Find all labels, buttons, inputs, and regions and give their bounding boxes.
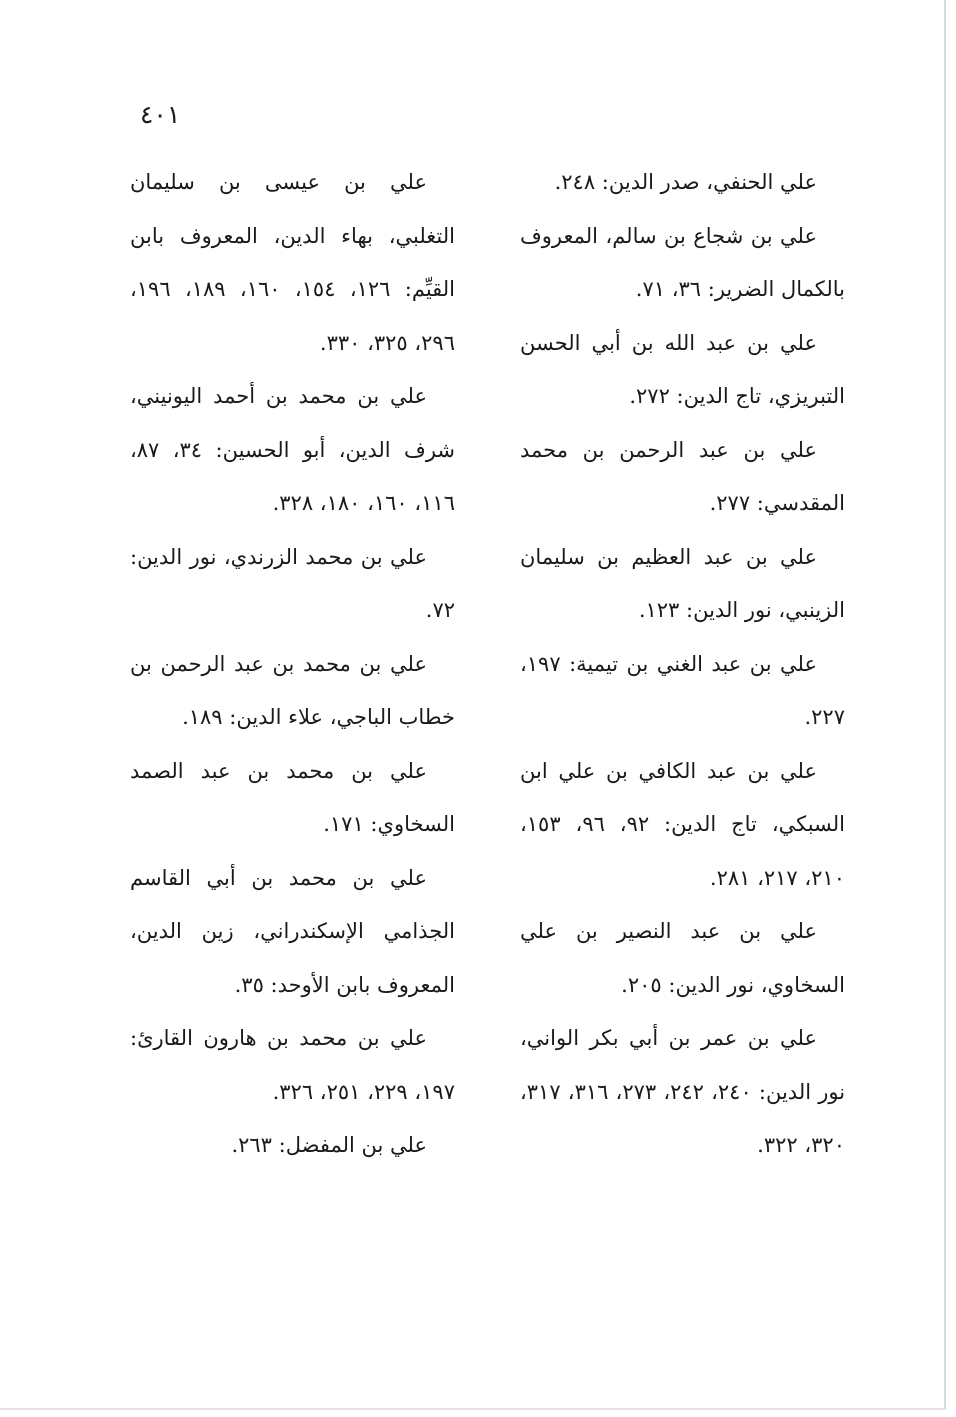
index-entry: علي بن المفضل: ٢٦٣. — [231, 1133, 427, 1157]
index-entry: علي بن عبد العظيم بن سليمان الزينبي، نور الدين: ١٢٣. — [520, 544, 845, 622]
index-entry: علي بن عبد النصير بن علي السخاوي، نور الدين: ٢٠٥. — [520, 919, 845, 997]
index-column-right — [520, 156, 845, 1173]
index-entry: علي بن محمد بن أبي القاسم الجذامي الإسكندراني، زين الدين، المعروف بابن الأوحد: ٣٥. — [130, 865, 455, 997]
index-entry: علي الحنفي، صدر الدين: ٢٤٨. — [554, 170, 817, 194]
index-entry: علي بن محمد بن أحمد اليونيني، شرف الدين، أبو الحسين: ٣٤، ٨٧، ١١٦، ١٦٠، ١٨٠، ٣٢٨. — [130, 384, 455, 515]
index-entry: علي بن محمد بن عبد الصمد السخاوي: ١٧١. — [130, 758, 455, 836]
index-column-left — [130, 156, 455, 1173]
index-entry: علي بن عيسى بن سليمان التغلبي، بهاء الدين، المعروف بابن القيِّم: ١٢٦، ١٥٤، ١٦٠، ١٨٩، ١٩٦، ٢٩٦، ٣٢٥، ٣٣٠. — [130, 170, 456, 355]
index-entry: علي بن عمر بن أبي بكر الواني، نور الدين: ٢٤٠، ٢٤٢، ٢٧٣، ٣١٦، ٣١٧، ٣٢٠، ٣٢٢. — [520, 1026, 846, 1157]
index-entry: علي بن محمد بن هارون القارئ: ١٩٧، ٢٢٩، ٢٥١، ٣٢٦. — [130, 1026, 455, 1104]
index-entry: علي بن عبد الله بن أبي الحسن التبريزي، تاج الدين: ٢٧٢. — [520, 330, 845, 408]
index-entry: علي بن شجاع بن سالم، المعروف بالكمال الضرير: ٣٦، ٧١. — [520, 223, 845, 301]
index-entry: علي بن محمد بن عبد الرحمن بن خطاب الباجي، علاء الدين: ١٨٩. — [130, 651, 455, 729]
index-entry: علي بن عبد الكافي بن علي ابن السبكي، تاج الدين: ٩٢، ٩٦، ١٥٣، ٢١٠، ٢١٧، ٢٨١. — [520, 758, 845, 890]
index-entry: علي بن محمد الزرندي، نور الدين: ٧٢. — [130, 544, 455, 622]
page-number: ٤٠١ — [140, 100, 181, 129]
index-entry: علي بن عبد الرحمن بن محمد المقدسي: ٢٧٧. — [520, 437, 845, 515]
index-entry: علي بن عبد الغني بن تيمية: ١٩٧، ٢٢٧. — [520, 651, 845, 729]
